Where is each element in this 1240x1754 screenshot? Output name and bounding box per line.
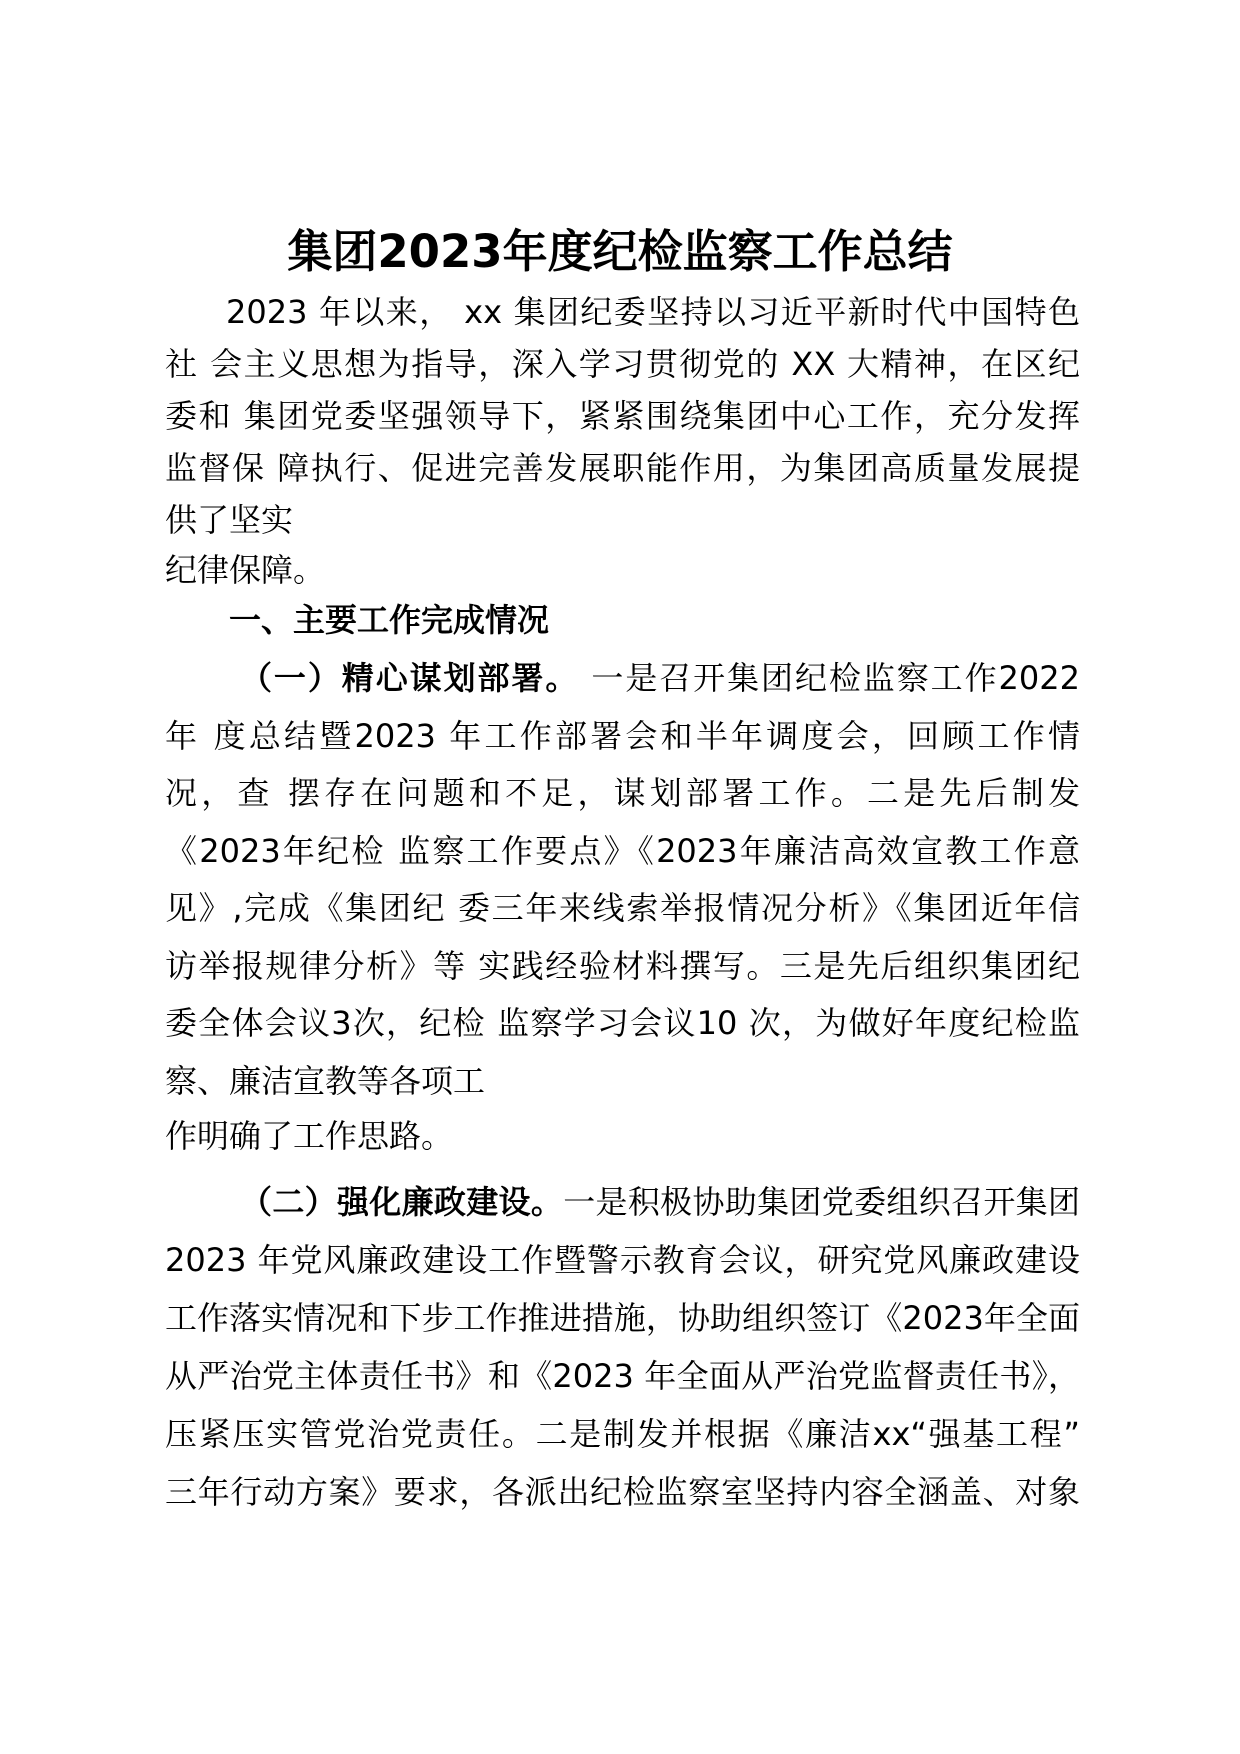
paragraph-line: 委全体会议3次，纪检 监察学习会议10 次，为做好年度纪检监 (165, 1004, 1080, 1042)
intro-line: 纪律保障。 (165, 551, 326, 589)
paragraph-line: 年 度总结暨2023 年工作部署会和半年调度会，回顾工作情 (165, 717, 1080, 755)
paragraph-line: 2023 年党风廉政建设工作暨警示教育会议，研究党风廉政建设 (165, 1241, 1080, 1279)
intro-line: 供了坚实 (165, 501, 294, 539)
paragraph-line: 作明确了工作思路。 (165, 1117, 454, 1155)
intro-line: 监督保 障执行、促进完善发展职能作用，为集团高质量发展提 (165, 449, 1080, 487)
subsection-first-line (240, 656, 1080, 700)
document-title: 集团2023年度纪检监察工作总结 (287, 225, 953, 278)
paragraph-line: 从严治党主体责任书》和《2023 年全面从严治党监督责任书》， (165, 1357, 1080, 1395)
intro-line: 社 会主义思想为指导，深入学习贯彻党的 XX 大精神，在区纪 (165, 345, 1080, 383)
paragraph-line: 况，查 摆存在问题和不足，谋划部署工作。二是先后制发 (165, 774, 1080, 812)
paragraph-line: 察、廉洁宣教等各项工 (165, 1062, 486, 1100)
subsection-first-line (240, 1180, 1080, 1224)
paragraph-line: 访举报规律分析》等 实践经验材料撰写。三是先后组织集团纪 (165, 947, 1080, 985)
paragraph-line: 工作落实情况和下步工作推进措施，协助组织签订《2023年全面 (165, 1299, 1080, 1337)
paragraph-line: 三年行动方案》要求，各派出纪检监察室坚持内容全涵盖、对象 (165, 1473, 1080, 1511)
paragraph-line: 见》,完成《集团纪 委三年来线索举报情况分析》《集团近年信 (165, 889, 1080, 927)
subsection-lead: （一）精心谋划部署。 (240, 659, 580, 697)
paragraph-line: 《2023年纪检 监察工作要点》《2023年廉洁高效宣教工作意 (165, 832, 1080, 870)
section-heading: 一、主要工作完成情况 (229, 601, 550, 639)
intro-line: 委和 集团党委坚强领导下，紧紧围绕集团中心工作，充分发挥 (165, 397, 1080, 435)
subsection-lead: （二）强化廉政建设。 (240, 1183, 564, 1221)
paragraph-line: 压紧压实管党治党责任。二是制发并根据《廉洁xx“强基工程” (165, 1415, 1080, 1453)
intro-line: 2023 年以来， xx 集团纪委坚持以习近平新时代中国特色 (226, 293, 1080, 331)
subsection-text: 一是召开集团纪检监察工作2022 (579, 659, 1080, 697)
subsection-text: 一是积极协助集团党委组织召开集团 (563, 1183, 1080, 1221)
